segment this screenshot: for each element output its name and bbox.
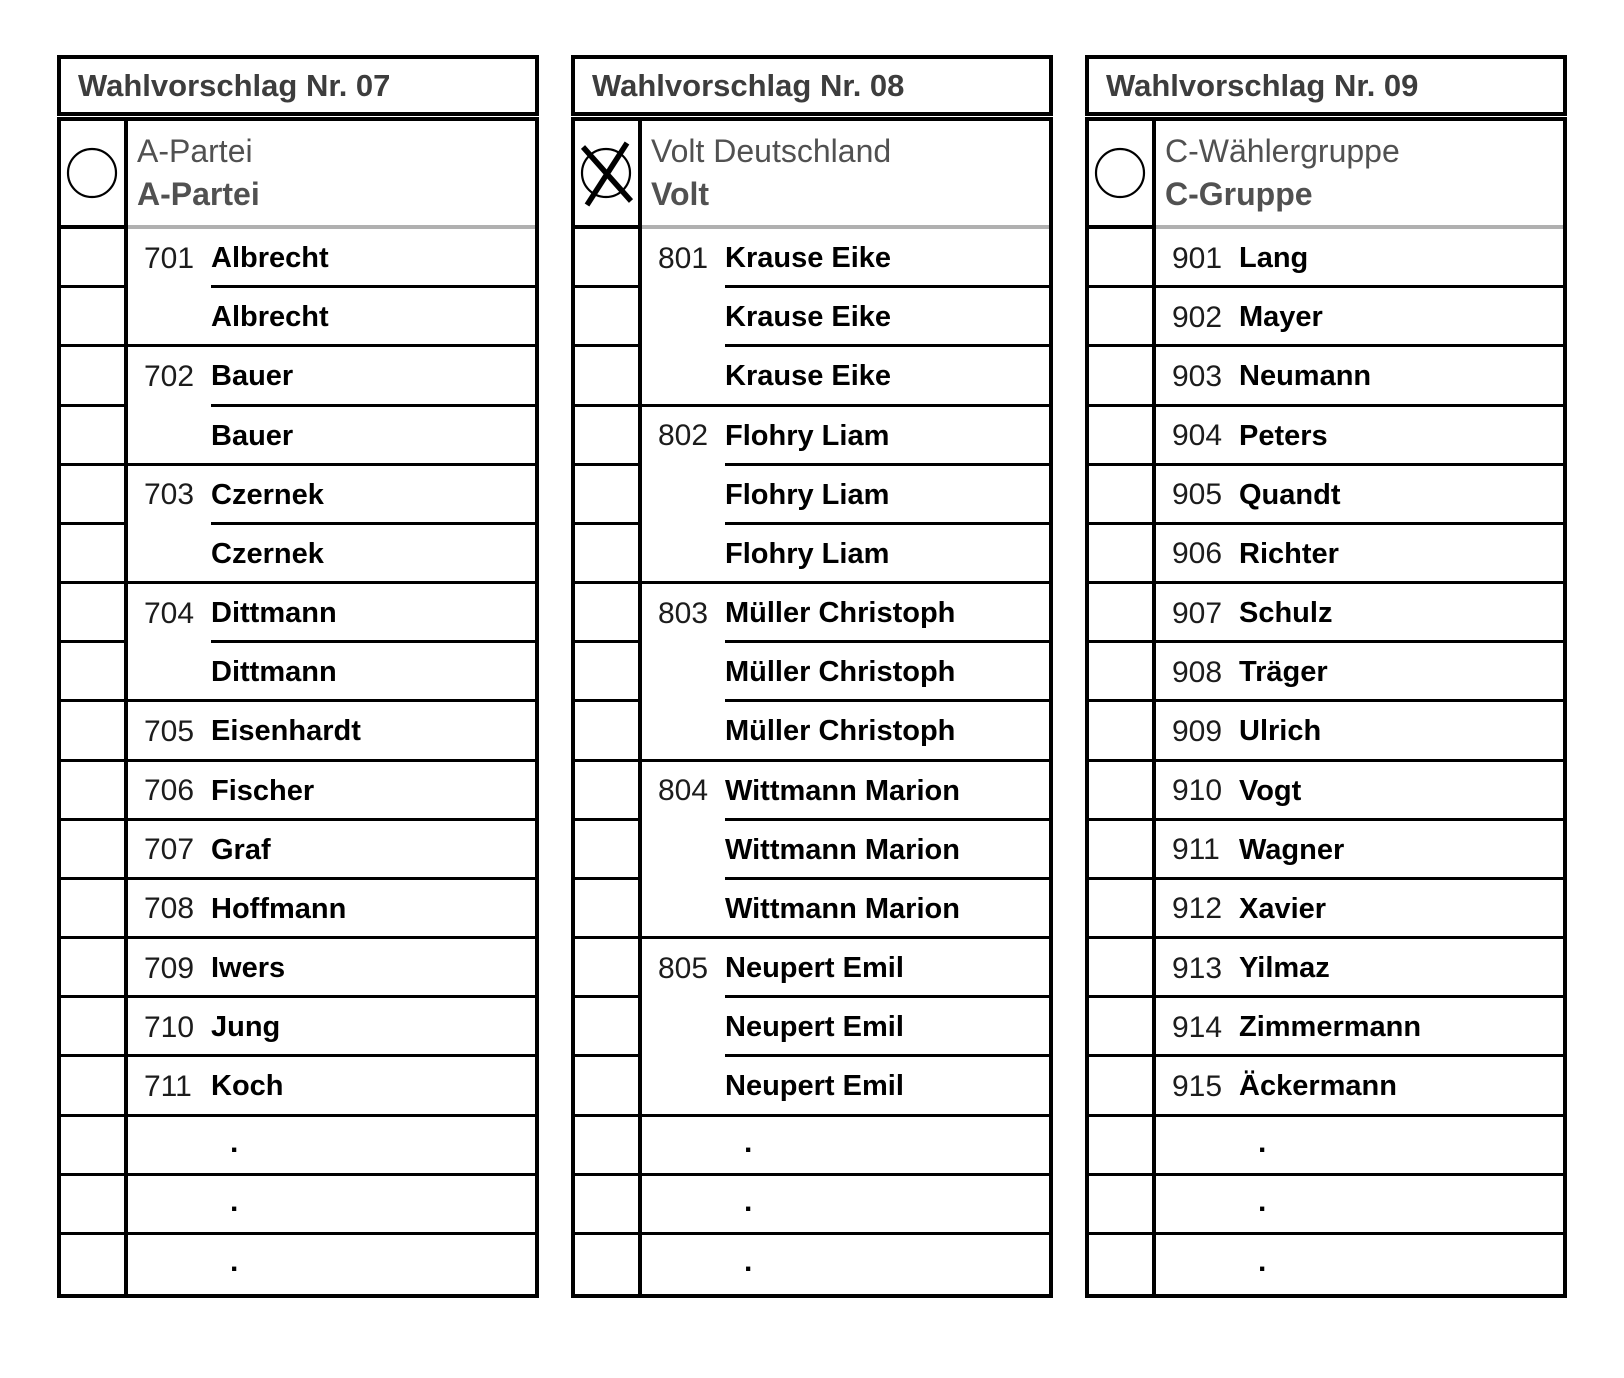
candidate-number: 804: [658, 774, 709, 808]
candidate-cell: [642, 762, 1049, 821]
candidate-name: Zimmermann: [1239, 1011, 1422, 1044]
candidate-row: [1089, 229, 1563, 288]
vote-checkbox-cell[interactable]: [61, 1176, 128, 1235]
candidate-row: [1089, 1057, 1563, 1116]
party-name-cell: [128, 121, 535, 229]
vote-checkbox-cell[interactable]: [575, 1057, 642, 1116]
candidate-cell: [642, 939, 1049, 998]
candidate-row: [575, 584, 1049, 643]
vote-checkbox-cell[interactable]: [1089, 1057, 1156, 1116]
vote-checkbox-cell[interactable]: [575, 880, 642, 939]
candidate-row: [1089, 525, 1563, 584]
candidate-cell: [128, 880, 535, 939]
vote-checkbox-cell[interactable]: [1089, 229, 1156, 288]
candidate-row: [61, 466, 535, 525]
vote-checkbox-cell[interactable]: [575, 288, 642, 347]
candidate-row: [575, 998, 1049, 1057]
vote-checkbox-cell[interactable]: [61, 702, 128, 761]
candidate-number: 907: [1172, 596, 1223, 630]
candidate-name: Lang: [1239, 242, 1309, 275]
candidate-cell: .: [128, 1117, 535, 1176]
candidate-row: [575, 288, 1049, 347]
vote-checkbox-cell[interactable]: [575, 466, 642, 525]
vote-checkbox-cell[interactable]: [61, 347, 128, 406]
vote-checkbox-cell[interactable]: [575, 584, 642, 643]
candidate-row: [575, 1176, 1049, 1235]
candidate-number: 911: [1172, 833, 1220, 867]
candidate-name: Wittmann Marion: [725, 892, 960, 925]
vote-checkbox-cell[interactable]: [575, 525, 642, 584]
candidate-cell: [128, 525, 535, 584]
vote-checkbox-cell[interactable]: [61, 466, 128, 525]
candidate-row: [1089, 466, 1563, 525]
candidate-rows: [575, 229, 1049, 1294]
candidate-number: 704: [144, 596, 195, 630]
party-name: C-Wählergruppe: [1165, 133, 1400, 170]
candidate-cell: [642, 702, 1049, 761]
vote-checkbox-cell[interactable]: [61, 288, 128, 347]
candidate-name: Mayer: [1239, 301, 1323, 334]
vote-circle-icon: [579, 138, 635, 208]
candidate-row: [575, 1117, 1049, 1176]
column-header-label: Wahlvorschlag Nr. 09: [1106, 67, 1419, 103]
candidate-cell: [642, 466, 1049, 525]
candidate-cell: [642, 347, 1049, 406]
candidate-cell: [128, 643, 535, 702]
candidate-number: 909: [1172, 714, 1223, 748]
candidate-name: Neupert Emil: [725, 1070, 904, 1103]
vote-checkbox-cell[interactable]: [1089, 466, 1156, 525]
candidate-cell: [642, 584, 1049, 643]
candidate-name: Bauer: [211, 360, 294, 393]
candidate-cell: [128, 288, 535, 347]
candidate-cell: .: [230, 1244, 239, 1278]
candidate-name: Iwers: [211, 952, 286, 985]
vote-checkbox-cell[interactable]: [1089, 880, 1156, 939]
party-vote-cell[interactable]: [575, 121, 642, 229]
candidate-row: [61, 584, 535, 643]
candidate-name: Wittmann Marion: [725, 833, 960, 866]
candidate-row: [61, 643, 535, 702]
candidate-cell: .: [744, 1244, 753, 1278]
candidate-cell: [1156, 762, 1563, 821]
candidate-number: 913: [1172, 951, 1223, 985]
candidate-cell: [1156, 584, 1563, 643]
candidate-name: Äckermann: [1239, 1070, 1397, 1103]
candidate-row: [575, 643, 1049, 702]
candidate-row: [1089, 407, 1563, 466]
vote-checkbox-cell[interactable]: [575, 762, 642, 821]
vote-circle-icon: [1093, 138, 1149, 208]
party-vote-cell[interactable]: [61, 121, 128, 229]
vote-checkbox-cell[interactable]: [575, 229, 642, 288]
candidate-name: Bauer: [211, 419, 294, 452]
candidate-row: [61, 347, 535, 406]
candidate-number: 708: [144, 892, 195, 926]
candidate-name: Dittmann: [211, 656, 337, 689]
candidate-cell: [1156, 525, 1563, 584]
candidate-name: Müller Christoph: [725, 597, 956, 630]
vote-checkbox-cell[interactable]: [575, 1176, 642, 1235]
candidate-cell: [1156, 466, 1563, 525]
vote-checkbox-cell[interactable]: [61, 1057, 128, 1116]
candidate-name: Yilmaz: [1239, 952, 1330, 985]
vote-checkbox-cell[interactable]: [61, 525, 128, 584]
candidate-number: 701: [144, 241, 195, 275]
candidate-name: Krause Eike: [725, 301, 892, 334]
candidate-row: [575, 939, 1049, 998]
candidate-cell: [128, 347, 535, 406]
candidate-row: [575, 466, 1049, 525]
candidate-cell: [128, 702, 535, 761]
candidate-name: Neupert Emil: [725, 952, 904, 985]
candidate-number: 702: [144, 359, 195, 393]
candidate-row: [1089, 288, 1563, 347]
party-row: [1089, 121, 1563, 229]
vote-checkbox-cell[interactable]: [1089, 643, 1156, 702]
vote-checkbox-cell[interactable]: [61, 1235, 128, 1294]
candidate-name: Eisenhardt: [211, 715, 361, 748]
ballot-sheet: [57, 55, 1567, 1298]
vote-circle-icon: [65, 138, 121, 208]
candidate-row: [1089, 1176, 1563, 1235]
party-row: [575, 121, 1049, 229]
candidate-row: [575, 880, 1049, 939]
candidate-number: 905: [1172, 478, 1223, 512]
candidate-cell: [1156, 643, 1563, 702]
vote-checkbox-cell[interactable]: [1089, 1235, 1156, 1294]
vote-checkbox-cell[interactable]: [61, 1117, 128, 1176]
candidate-row: [1089, 1117, 1563, 1176]
candidate-cell: [642, 525, 1049, 584]
candidate-number: 709: [144, 951, 195, 985]
vote-checkbox-cell[interactable]: [575, 998, 642, 1057]
party-short-name: C-Gruppe: [1165, 175, 1313, 212]
candidate-row: [1089, 702, 1563, 761]
party-name: Volt Deutschland: [651, 133, 892, 170]
candidate-cell: [1156, 1057, 1563, 1116]
candidate-number: 910: [1172, 774, 1223, 808]
candidate-name: Czernek: [211, 537, 324, 570]
candidate-cell: [1156, 702, 1563, 761]
candidate-row: [1089, 347, 1563, 406]
candidate-name: Albrecht: [211, 242, 329, 275]
candidate-row: [1089, 880, 1563, 939]
vote-checkbox-cell[interactable]: [1089, 525, 1156, 584]
candidate-cell: [1156, 998, 1563, 1057]
candidate-cell: [642, 229, 1049, 288]
vote-checkbox-cell[interactable]: [1089, 1176, 1156, 1235]
vote-checkbox-cell[interactable]: [1089, 939, 1156, 998]
column-header: [571, 55, 1053, 116]
candidate-cell: [642, 643, 1049, 702]
candidate-cell: [1156, 288, 1563, 347]
candidate-row: [61, 1057, 535, 1116]
candidate-row: [575, 1057, 1049, 1116]
candidate-row: [61, 702, 535, 761]
vote-checkbox-cell[interactable]: [1089, 407, 1156, 466]
candidate-number: 912: [1172, 892, 1223, 926]
candidate-name: Flohry Liam: [725, 478, 890, 511]
candidate-row: [61, 1176, 535, 1235]
candidate-row: [61, 998, 535, 1057]
column-header-label: Wahlvorschlag Nr. 08: [592, 67, 905, 103]
candidate-number: 705: [144, 714, 195, 748]
vote-checkbox-cell[interactable]: [1089, 584, 1156, 643]
candidate-name: Wittmann Marion: [725, 774, 960, 807]
candidate-name: Hoffmann: [211, 892, 347, 925]
candidate-name: Graf: [211, 833, 271, 866]
party-name-cell: [1156, 121, 1563, 229]
candidate-cell: [1156, 880, 1563, 939]
vote-checkbox-cell[interactable]: [61, 998, 128, 1057]
party-short-name: A-Partei: [137, 175, 260, 212]
column-header: [57, 55, 539, 116]
candidate-name: Krause Eike: [725, 360, 892, 393]
vote-checkbox-cell[interactable]: [575, 821, 642, 880]
candidate-cell: [128, 939, 535, 998]
vote-checkbox-cell[interactable]: [575, 939, 642, 998]
candidate-number: 711: [144, 1069, 192, 1103]
vote-checkbox-cell[interactable]: [575, 347, 642, 406]
candidate-name: Ulrich: [1239, 715, 1322, 748]
candidate-number: 803: [658, 596, 709, 630]
vote-checkbox-cell[interactable]: [575, 1235, 642, 1294]
vote-checkbox-cell[interactable]: [61, 762, 128, 821]
candidate-number: 706: [144, 774, 195, 808]
candidate-cell: [642, 998, 1049, 1057]
vote-checkbox-cell[interactable]: [1089, 347, 1156, 406]
candidate-cell: [642, 407, 1049, 466]
candidate-cell: [128, 1057, 535, 1116]
candidate-number: 901: [1172, 241, 1223, 275]
candidate-row: [1089, 762, 1563, 821]
candidate-name: Jung: [211, 1011, 281, 1044]
candidate-row: [1089, 998, 1563, 1057]
candidate-cell: [642, 821, 1049, 880]
vote-checkbox-cell[interactable]: [1089, 998, 1156, 1057]
candidate-name: Schulz: [1239, 597, 1333, 630]
candidate-rows: [1089, 229, 1563, 1294]
candidate-number: 902: [1172, 300, 1223, 334]
candidate-cell: .: [1156, 1176, 1563, 1235]
party-name-cell: [642, 121, 1049, 229]
candidate-row: [61, 1117, 535, 1176]
candidate-name: Koch: [211, 1070, 284, 1103]
candidate-cell: [642, 288, 1049, 347]
vote-checkbox-cell[interactable]: [575, 702, 642, 761]
candidate-cell: [1156, 821, 1563, 880]
vote-checkbox-cell[interactable]: [61, 939, 128, 998]
candidate-cell: .: [642, 1117, 1049, 1176]
candidate-row: [1089, 939, 1563, 998]
candidate-row: [575, 762, 1049, 821]
candidate-name: Richter: [1239, 537, 1339, 570]
vote-checkbox-cell[interactable]: [1089, 821, 1156, 880]
vote-checkbox-cell[interactable]: [575, 643, 642, 702]
wahlvorschlag-column: [1085, 55, 1567, 1298]
candidate-cell: [1156, 229, 1563, 288]
candidate-number: 903: [1172, 359, 1223, 393]
candidate-cell: [128, 407, 535, 466]
candidate-number: 710: [144, 1010, 195, 1044]
candidate-cell: .: [1258, 1244, 1267, 1278]
vote-checkbox-cell[interactable]: [1089, 762, 1156, 821]
candidate-row: [575, 821, 1049, 880]
candidate-cell: .: [128, 1176, 535, 1235]
vote-checkbox-cell[interactable]: [575, 1117, 642, 1176]
candidate-rows: [61, 229, 535, 1294]
candidate-name: Neupert Emil: [725, 1011, 904, 1044]
vote-checkbox-cell[interactable]: [575, 407, 642, 466]
candidate-row: [61, 525, 535, 584]
candidate-row: [1089, 821, 1563, 880]
candidate-name: Neumann: [1239, 360, 1372, 393]
candidate-number: 805: [658, 951, 709, 985]
candidate-row: [575, 229, 1049, 288]
candidate-name: Flohry Liam: [725, 537, 890, 570]
candidate-name: Fischer: [211, 774, 315, 807]
candidate-row: [61, 229, 535, 288]
vote-checkbox-cell[interactable]: [61, 880, 128, 939]
candidate-row: [575, 702, 1049, 761]
candidate-row: [61, 407, 535, 466]
candidate-name: Xavier: [1239, 892, 1327, 925]
vote-checkbox-cell[interactable]: [61, 229, 128, 288]
candidate-row: [61, 939, 535, 998]
candidate-row: [61, 1235, 535, 1294]
candidate-number: 908: [1172, 655, 1223, 689]
candidate-name: Albrecht: [211, 301, 329, 334]
candidate-cell: [128, 762, 535, 821]
candidate-number: 904: [1172, 419, 1223, 453]
vote-checkbox-cell[interactable]: [1089, 702, 1156, 761]
vote-checkbox-cell[interactable]: [1089, 288, 1156, 347]
vote-checkbox-cell[interactable]: [61, 407, 128, 466]
candidate-name: Krause Eike: [725, 242, 892, 275]
candidate-number: 707: [144, 833, 195, 867]
vote-checkbox-cell[interactable]: [61, 643, 128, 702]
party-vote-cell[interactable]: [1089, 121, 1156, 229]
candidate-cell: [642, 1057, 1049, 1116]
candidate-cell: [128, 998, 535, 1057]
party-short-name: Volt: [651, 175, 710, 212]
candidate-cell: .: [1156, 1117, 1563, 1176]
candidate-table: [571, 117, 1053, 1298]
candidate-cell: [128, 584, 535, 643]
candidate-name: Peters: [1239, 419, 1328, 452]
party-row: [61, 121, 535, 229]
vote-checkbox-cell[interactable]: [61, 584, 128, 643]
candidate-table: [1085, 117, 1567, 1298]
candidate-name: Müller Christoph: [725, 715, 956, 748]
wahlvorschlag-column: [57, 55, 539, 1298]
candidate-name: Czernek: [211, 478, 324, 511]
candidate-name: Müller Christoph: [725, 656, 956, 689]
candidate-number: 801: [658, 241, 709, 275]
candidate-name: Flohry Liam: [725, 419, 890, 452]
candidate-cell: [128, 821, 535, 880]
column-header: [1085, 55, 1567, 116]
wahlvorschlag-column: [571, 55, 1053, 1298]
candidate-name: Wagner: [1239, 833, 1345, 866]
candidate-number: 802: [658, 419, 709, 453]
candidate-row: [575, 1235, 1049, 1294]
candidate-row: [575, 525, 1049, 584]
candidate-table: [57, 117, 539, 1298]
candidate-cell: .: [642, 1176, 1049, 1235]
candidate-row: [61, 821, 535, 880]
candidate-row: [575, 347, 1049, 406]
candidate-name: Dittmann: [211, 597, 337, 630]
candidate-name: Träger: [1239, 656, 1328, 689]
candidate-row: [575, 407, 1049, 466]
candidate-cell: [642, 880, 1049, 939]
candidate-number: 703: [144, 478, 195, 512]
candidate-cell: [1156, 939, 1563, 998]
party-name: A-Partei: [137, 133, 253, 170]
candidate-cell: [128, 466, 535, 525]
candidate-cell: [1156, 407, 1563, 466]
candidate-number: 914: [1172, 1010, 1223, 1044]
candidate-number: 915: [1172, 1069, 1223, 1103]
vote-checkbox-cell[interactable]: [1089, 1117, 1156, 1176]
candidate-row: [1089, 1235, 1563, 1294]
candidate-row: [1089, 584, 1563, 643]
candidate-row: [1089, 643, 1563, 702]
candidate-row: [61, 762, 535, 821]
candidate-row: [61, 880, 535, 939]
candidate-row: [61, 288, 535, 347]
candidate-cell: [1156, 347, 1563, 406]
candidate-cell: [128, 229, 535, 288]
candidate-name: Vogt: [1239, 774, 1302, 807]
column-header-label: Wahlvorschlag Nr. 07: [78, 67, 391, 103]
vote-checkbox-cell[interactable]: [61, 821, 128, 880]
candidate-number: 906: [1172, 537, 1223, 571]
candidate-name: Quandt: [1239, 478, 1341, 511]
